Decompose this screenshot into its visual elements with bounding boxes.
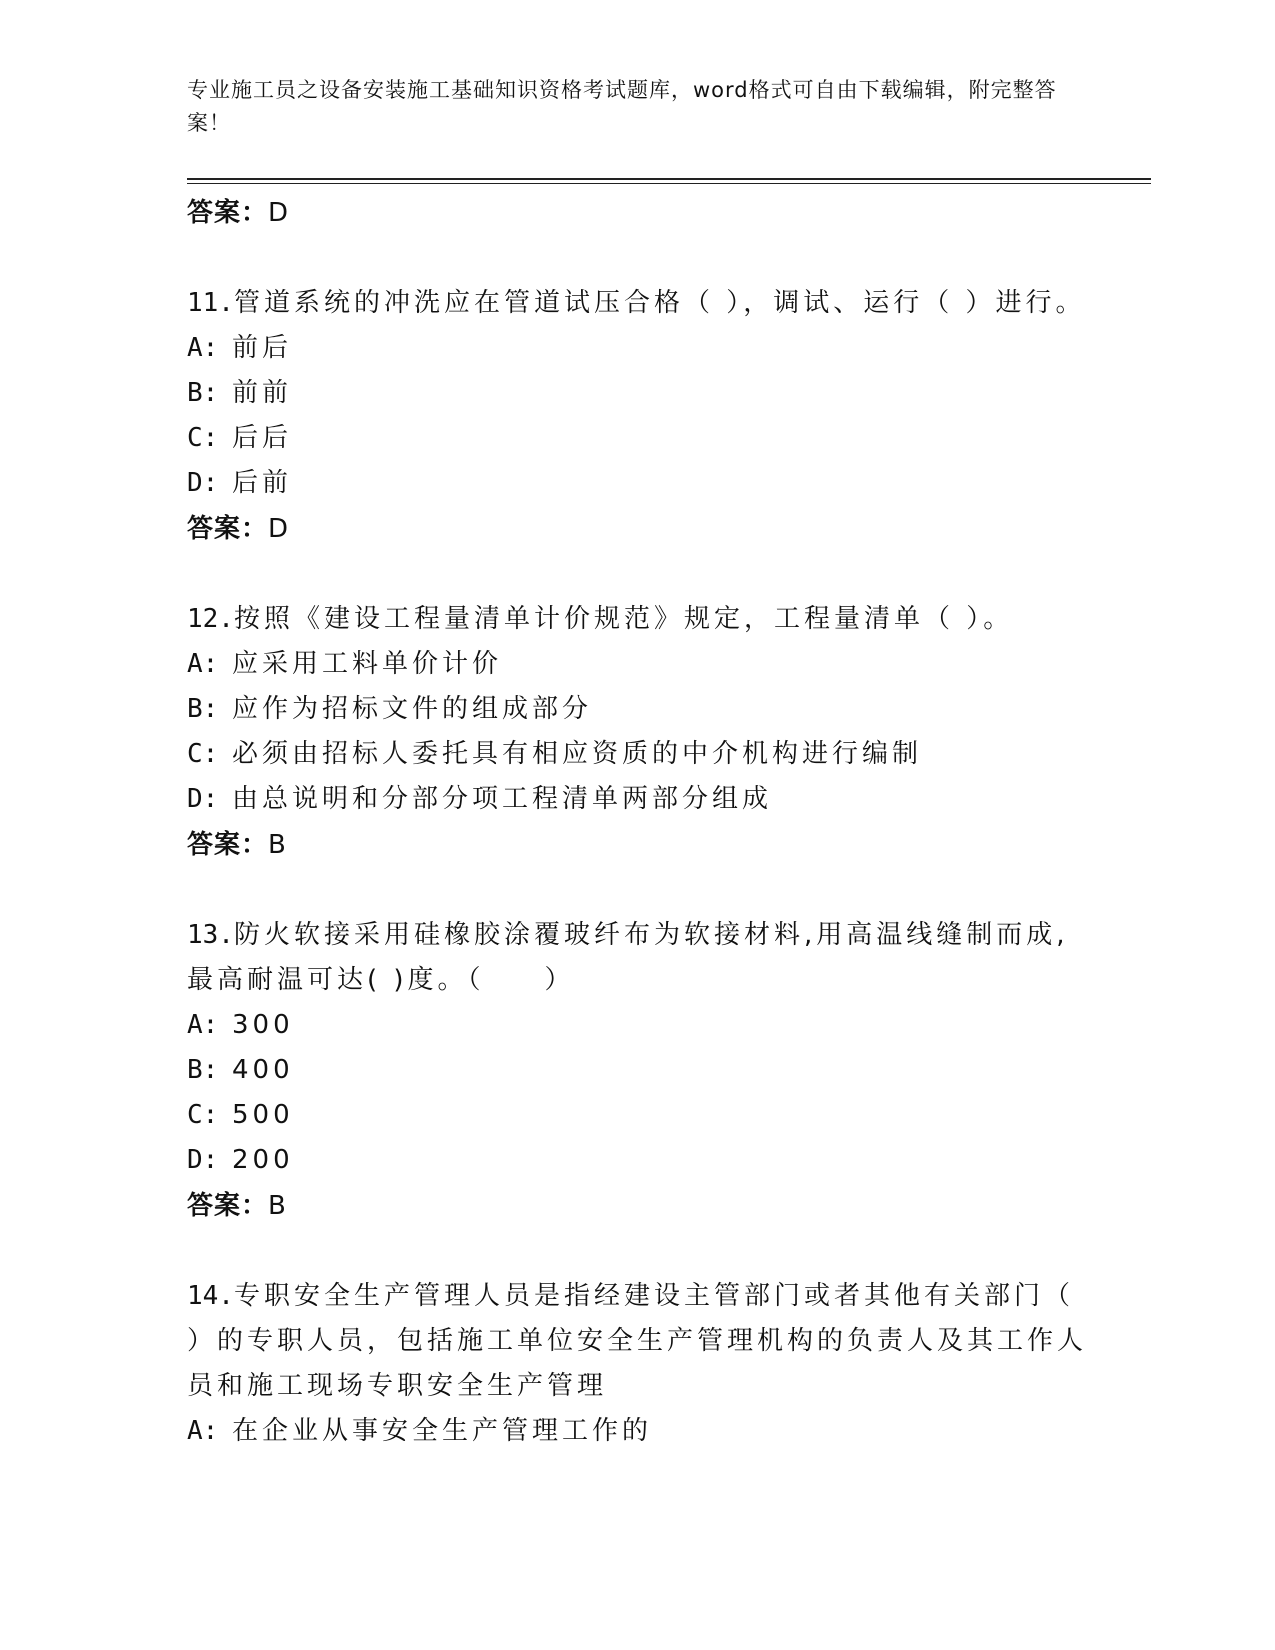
option-label: C: [187,1100,219,1130]
option-label: A: [187,1010,219,1040]
option-text: 400 [232,1055,294,1085]
option-text: 必须由招标人委托具有相应资质的中介机构进行编制 [232,739,923,769]
option-text: 在企业从事安全生产管理工作的 [232,1416,653,1446]
option-item [187,416,1087,461]
option-label: D: [187,468,219,498]
option-label: C: [187,423,219,453]
option-label: B: [187,1055,219,1085]
header-text: 专业施工员之设备安装施工基础知识资格考试题库，word格式可自由下载编辑，附完整答案！ [187,78,1057,135]
option-item [187,1138,1087,1183]
answer-key: B [268,1191,287,1221]
option-item [187,777,1087,822]
option-label: C: [187,739,219,769]
option-label: A: [187,1416,219,1446]
option-text: 前前 [232,378,293,408]
answer-key: D [268,198,290,228]
option-item [187,687,1087,732]
option-text: 应采用工料单价计价 [232,649,503,679]
question-stem [187,597,1087,642]
option-label: D: [187,1145,219,1175]
question-text: 防火软接采用硅橡胶涂覆玻纤布为软接材料,用高温线缝制而成,最高耐温可达( )度。（ ） [187,920,1069,995]
option-text: 应作为招标文件的组成部分 [232,694,593,724]
question-number: 14. [187,1281,234,1311]
option-item [187,1003,1087,1048]
option-item [187,1048,1087,1093]
question-stem [187,281,1087,326]
option-text: 200 [232,1145,294,1175]
answer-line [187,822,1087,868]
option-text: 500 [232,1100,294,1130]
option-text: 由总说明和分部分项工程清单两部分组成 [232,784,773,814]
option-item [187,642,1087,687]
option-text: 前后 [232,333,293,363]
option-text: 后后 [232,423,293,453]
option-text: 300 [232,1010,294,1040]
questions-container [187,281,1087,1454]
answer-line [187,190,1087,236]
option-label: A: [187,649,219,679]
option-label: D: [187,784,219,814]
option-item [187,1093,1087,1138]
answer-prefix: 答案： [187,514,269,544]
question-item [187,597,1087,868]
question-list [187,190,1087,1454]
question-text: 专职安全生产管理人员是指经建设主管部门或者其他有关部门（ ）的专职人员，包括施工单位安全生产管理机构的负责人及其工作人员和施工现场专职安全生产管理 [187,1281,1088,1401]
question-number: 13. [187,920,234,950]
option-label: A: [187,333,219,363]
answer-line [187,1183,1087,1229]
question-number: 11. [187,288,234,318]
option-label: B: [187,694,219,724]
answer-key: D [268,514,290,544]
question-number: 12. [187,604,234,634]
question-item [187,281,1087,552]
answer-prefix: 答案： [187,198,269,228]
question-item [187,913,1087,1229]
answer-prefix: 答案： [187,830,269,860]
answer-key: B [268,830,287,860]
header-divider-thin [187,183,1151,184]
question-stem [187,913,1087,1003]
option-item [187,371,1087,416]
option-item [187,461,1087,506]
option-item [187,1409,1087,1454]
answer-line [187,506,1087,552]
question-item [187,1274,1087,1454]
question-stem [187,1274,1087,1409]
header-divider [187,178,1151,180]
option-item [187,326,1087,371]
option-label: B: [187,378,219,408]
document-header [187,74,1067,140]
question-text: 按照《建设工程量清单计价规范》规定，工程量清单（ ）。 [233,604,1014,634]
option-text: 后前 [232,468,293,498]
question-text: 管道系统的冲洗应在管道试压合格（ ），调试、运行（ ）进行。 [233,288,1086,318]
answer-prefix: 答案： [187,1191,269,1221]
option-item [187,732,1087,777]
